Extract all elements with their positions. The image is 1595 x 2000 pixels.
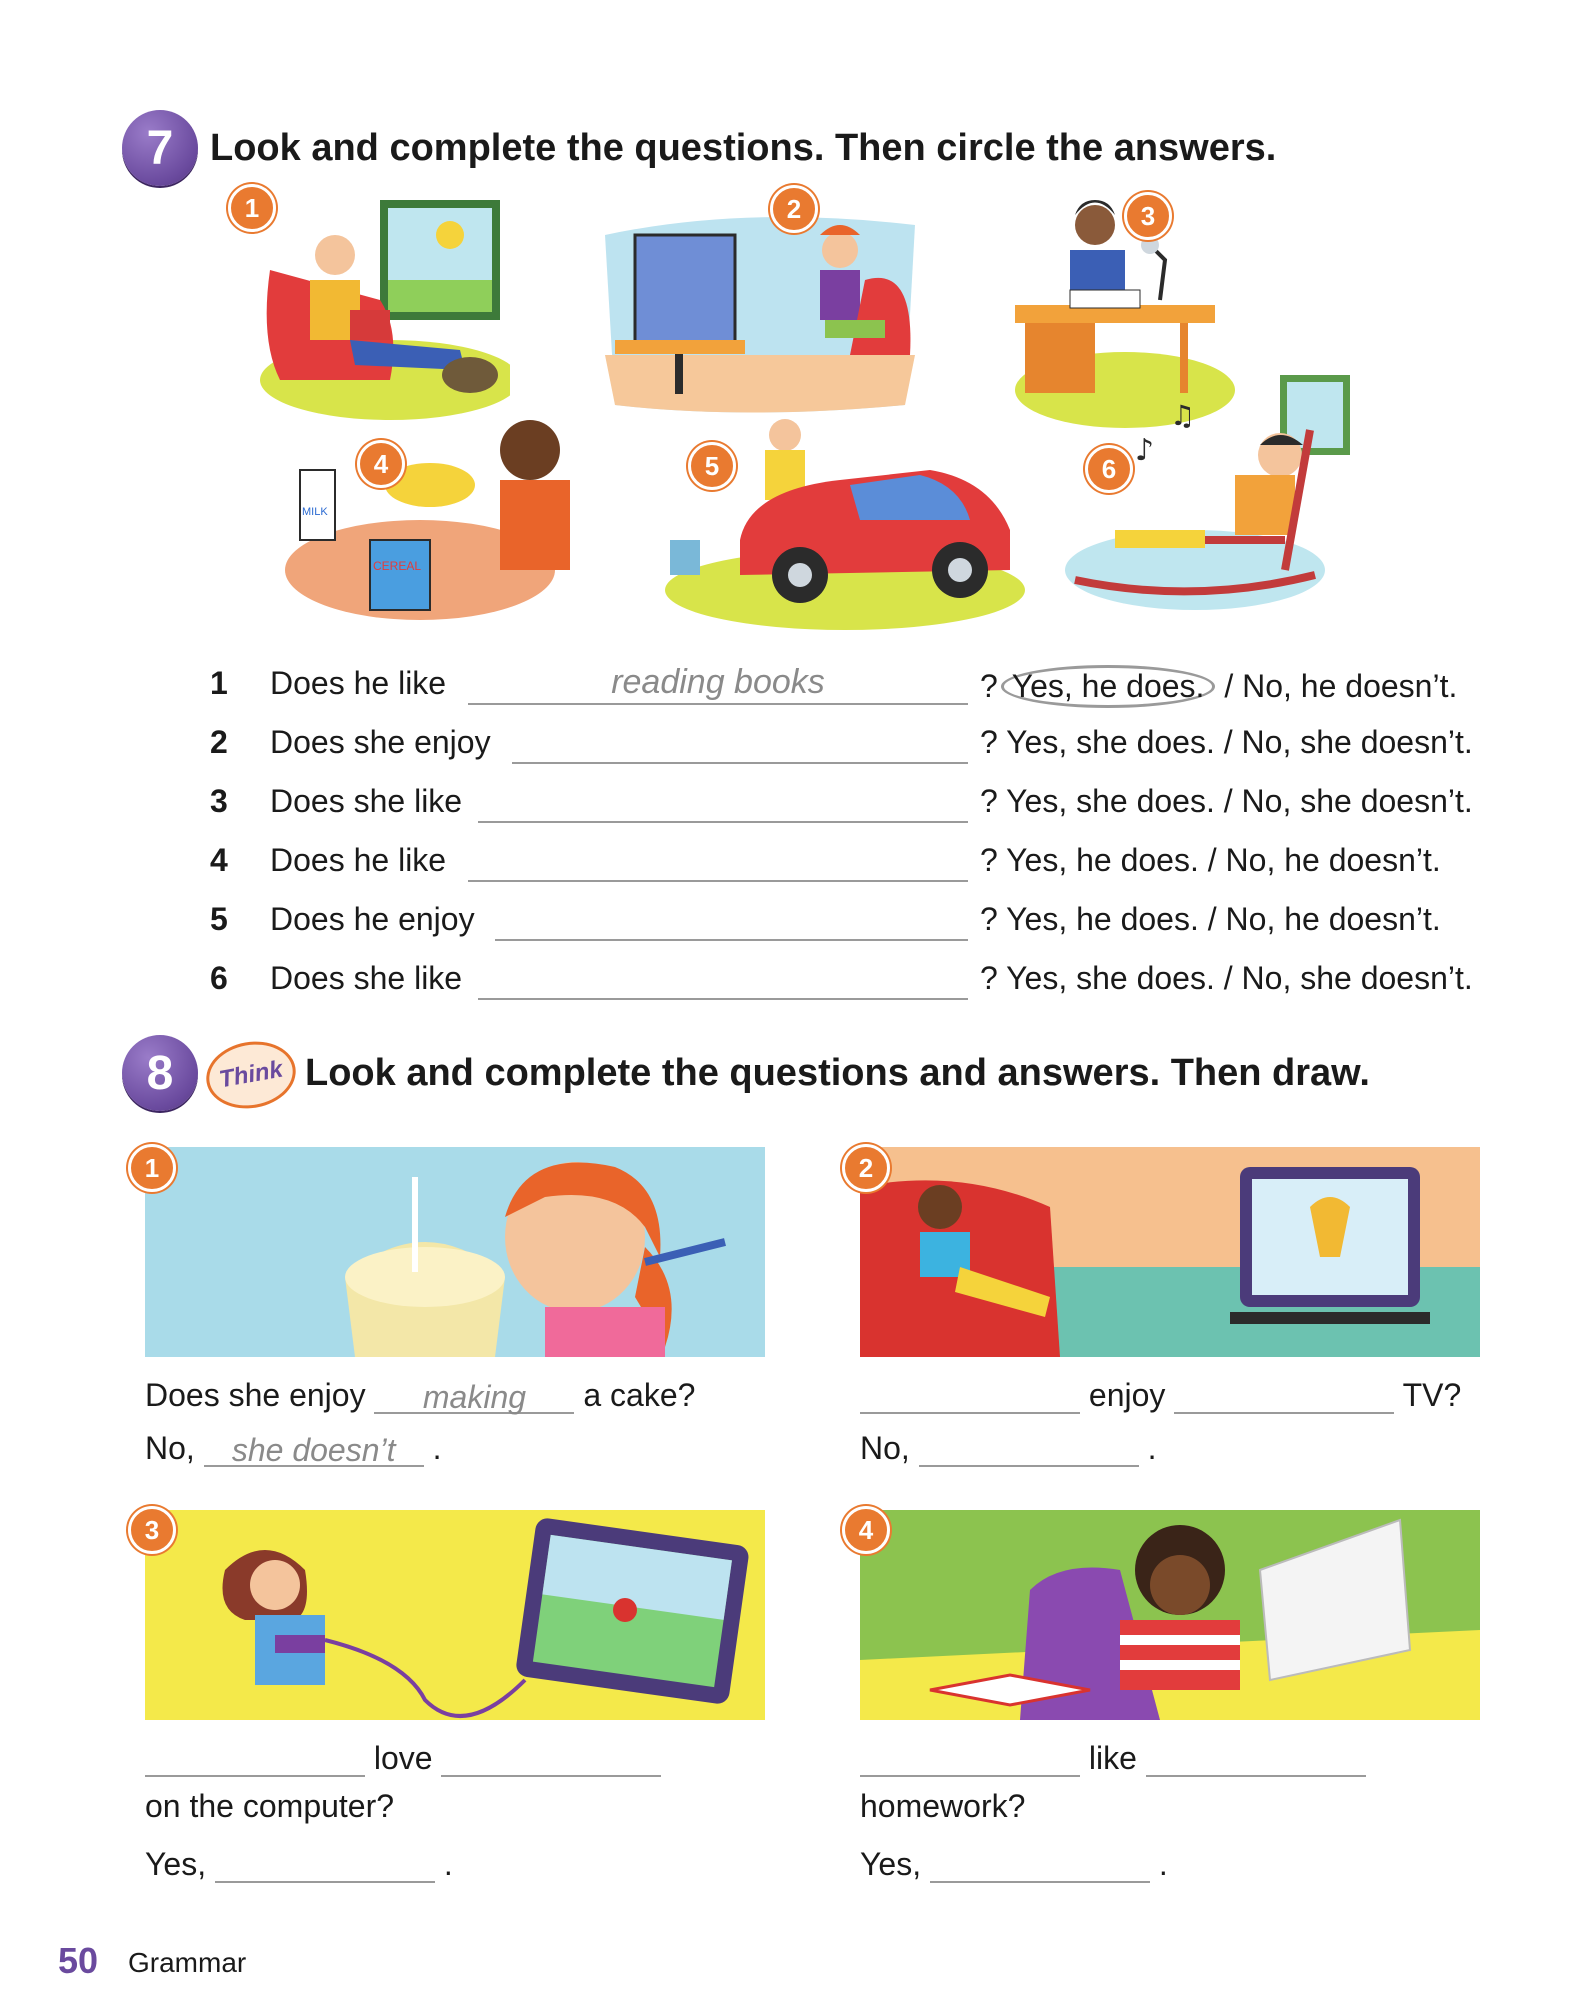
question-row-2 — [210, 724, 1510, 774]
question-post: a cake? — [583, 1377, 696, 1413]
ex8-picture-3-number: 3 — [128, 1506, 176, 1554]
think-badge: Think — [201, 1035, 301, 1116]
question-row-4 — [210, 842, 1510, 892]
answer-blank[interactable] — [1146, 1745, 1366, 1777]
answer-blank[interactable] — [441, 1745, 661, 1777]
circled-answer[interactable]: Yes, he does. — [1001, 665, 1216, 708]
question-number: 1 — [210, 665, 228, 701]
question-mid: love — [373, 1740, 433, 1776]
answer-blank[interactable] — [919, 1435, 1139, 1467]
question-stem: Does he like — [270, 665, 447, 701]
ex8-item-4-question-line2: homework? — [860, 1788, 1026, 1824]
question-number: 3 — [210, 783, 228, 819]
answer-options[interactable]: ? Yes, she does. / No, she doesn’t. — [980, 724, 1473, 760]
ex8-item-3-question — [145, 1740, 661, 1777]
question-number: 2 — [210, 724, 228, 760]
page-number: 50 — [58, 1940, 99, 1981]
ex8-item-4-answer — [860, 1846, 1168, 1883]
answer-line[interactable] — [495, 939, 968, 941]
question-row-6 — [210, 960, 1510, 1010]
picture-3-number: 3 — [1124, 192, 1172, 240]
answer-post: . — [443, 1846, 453, 1882]
answer-pre: Yes, — [860, 1846, 922, 1882]
question-stem: Does she like — [270, 783, 463, 819]
picture-1-reading — [240, 190, 510, 430]
exercise-7-badge — [122, 110, 198, 186]
ex8-picture-4-number: 4 — [842, 1506, 890, 1554]
answer-blank[interactable] — [145, 1745, 365, 1777]
exercise-8-badge — [122, 1035, 198, 1111]
ex8-picture-1 — [145, 1147, 765, 1357]
exercise-number: 8 — [146, 1046, 174, 1100]
answer-line[interactable] — [512, 762, 968, 764]
answer-line[interactable] — [478, 821, 968, 823]
answer-line[interactable] — [468, 703, 968, 705]
answer-rest: / No, he doesn’t. — [1215, 668, 1458, 704]
answer-pre: No, — [860, 1430, 910, 1466]
ex8-picture-1-number: 1 — [128, 1144, 176, 1192]
filled-answer: reading books — [611, 663, 825, 701]
ex8-picture-2-number: 2 — [842, 1144, 890, 1192]
picture-2-number: 2 — [770, 185, 818, 233]
picture-4-cereal — [280, 410, 590, 620]
answer-post: . — [432, 1430, 442, 1466]
section-label: Grammar — [128, 1947, 247, 1978]
ex8-item-1-question — [145, 1377, 695, 1414]
question-row-3 — [210, 783, 1510, 833]
picture-4-number: 4 — [357, 440, 405, 488]
answer-pre: Yes, — [145, 1846, 207, 1882]
answer-line[interactable] — [478, 998, 968, 1000]
question-number: 6 — [210, 960, 228, 996]
ex8-picture-4 — [860, 1510, 1480, 1720]
answer-line[interactable] — [468, 880, 968, 882]
answer-blank[interactable] — [860, 1382, 1080, 1414]
question-pre: Does she enjoy — [145, 1377, 366, 1413]
exercise-8-title: Look and complete the questions and answers. Then draw. — [305, 1052, 1370, 1094]
question-post: TV? — [1402, 1377, 1462, 1413]
answer-blank[interactable] — [930, 1851, 1150, 1883]
ex8-item-1-answer — [145, 1430, 441, 1467]
answer-pre: No, — [145, 1430, 195, 1466]
answer-post: . — [1158, 1846, 1168, 1882]
question-number: 5 — [210, 901, 228, 937]
answer-options[interactable]: ? Yes, she does. / No, she doesn’t. — [980, 783, 1473, 819]
question-stem: Does he like — [270, 842, 447, 878]
answer-blank[interactable] — [860, 1745, 1080, 1777]
question-mid: enjoy — [1088, 1377, 1166, 1413]
answer-options[interactable]: ? Yes, he does. / No, he doesn’t. — [980, 901, 1441, 937]
ex8-item-4-question — [860, 1740, 1366, 1777]
picture-6-music — [1055, 370, 1360, 615]
ex8-picture-3 — [145, 1510, 765, 1720]
filled-blank[interactable]: she doesn’t — [204, 1435, 424, 1467]
ex8-item-2-question — [860, 1377, 1461, 1414]
exercise-number: 7 — [146, 121, 174, 175]
answer-blank[interactable] — [215, 1851, 435, 1883]
milk-label: MILK — [302, 506, 328, 518]
question-number: 4 — [210, 842, 228, 878]
ex8-picture-2 — [860, 1147, 1480, 1357]
ex8-item-2-answer — [860, 1430, 1156, 1467]
picture-1-number: 1 — [228, 184, 276, 232]
cereal-label: CEREAL — [373, 559, 422, 573]
question-stem: Does she like — [270, 960, 463, 996]
svg-text:♪: ♪ — [1135, 433, 1155, 468]
answer-options[interactable]: ? Yes, she does. / No, she doesn’t. — [980, 960, 1473, 996]
question-row-5 — [210, 901, 1510, 951]
ex8-item-3-question-line2: on the computer? — [145, 1788, 395, 1824]
picture-2-tv — [595, 205, 925, 420]
ex8-item-3-answer — [145, 1846, 453, 1883]
question-stem: Does he enjoy — [270, 901, 475, 937]
answer-blank[interactable] — [1174, 1382, 1394, 1414]
picture-6-number: 6 — [1085, 445, 1133, 493]
svg-text:♫: ♫ — [1170, 399, 1196, 432]
circled-answer-prefix: ? — [980, 668, 1007, 704]
answer-post: . — [1147, 1430, 1157, 1466]
picture-5-number: 5 — [688, 442, 736, 490]
question-row-1 — [210, 665, 1510, 715]
exercise-7-title: Look and complete the questions. Then circle the answers. — [210, 127, 1277, 169]
answer-options[interactable]: ? Yes, he does. / No, he doesn’t. — [980, 842, 1441, 878]
filled-blank[interactable]: making — [374, 1382, 574, 1414]
question-mid: like — [1088, 1740, 1137, 1776]
answer-options[interactable] — [980, 665, 1457, 708]
question-stem: Does she enjoy — [270, 724, 491, 760]
